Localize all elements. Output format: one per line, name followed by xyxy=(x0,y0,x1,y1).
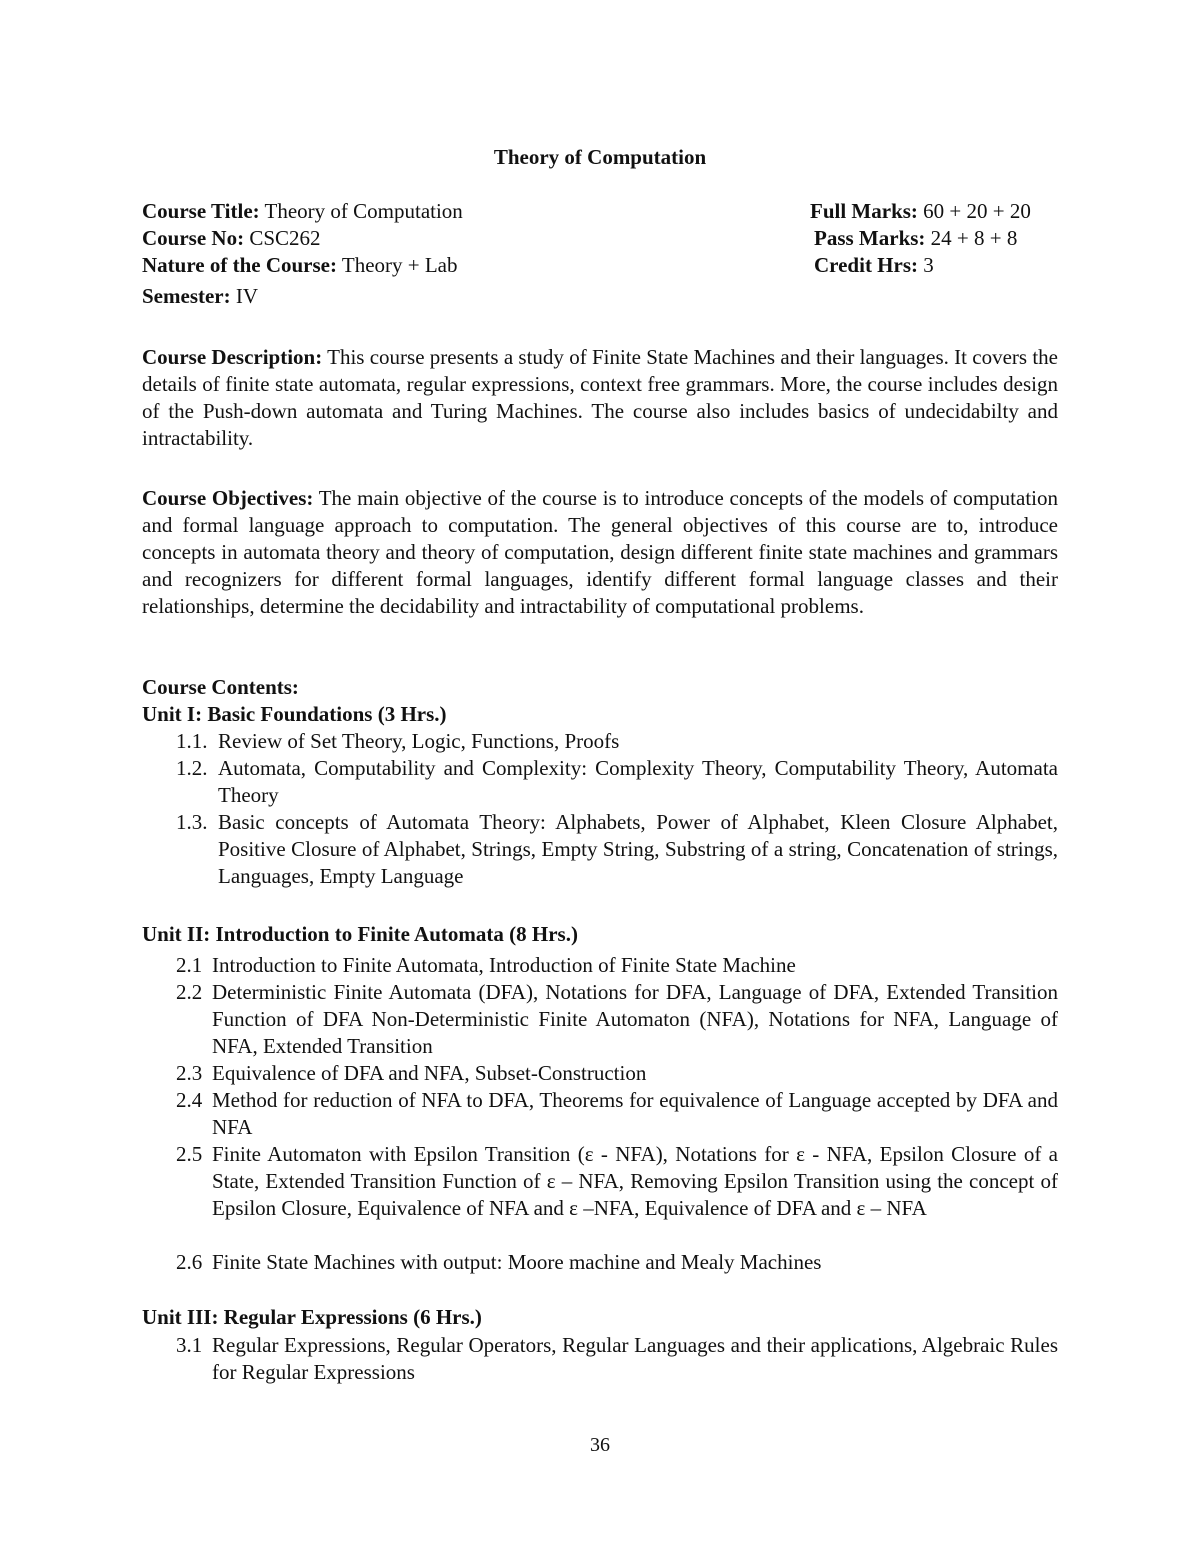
full-marks-line xyxy=(810,198,1031,225)
item-text: Regular Expressions, Regular Operators, Regular Languages and their applications, Algebraic Rules for Regular Expressions xyxy=(212,1333,1058,1384)
page-number: 36 xyxy=(590,1434,610,1456)
course-no-value: CSC262 xyxy=(244,226,321,250)
item-number: 2.4 xyxy=(176,1088,203,1112)
nature-value: Theory + Lab xyxy=(337,253,458,277)
item-text: Finite Automaton with Epsilon Transition (ε - NFA), Notations for ε - NFA, Epsilon Closure of a State, Extended Transition Function of ε – NFA, Removing Epsilon Transition using the concept of Epsilon Closure, Equivalence of NFA and ε –NFA, Equivalence of DFA and ε – NFA xyxy=(212,1142,1058,1220)
list-item xyxy=(176,1141,1058,1222)
item-number: 3.1 xyxy=(176,1333,203,1357)
item-number: 1.2. xyxy=(176,756,208,780)
course-contents-heading: Course Contents: xyxy=(142,675,299,699)
nature-line xyxy=(142,252,458,279)
item-number: 2.5 xyxy=(176,1142,203,1166)
item-text: Method for reduction of NFA to DFA, Theorems for equivalence of Language accepted by DFA and NFA xyxy=(212,1088,1058,1139)
list-item xyxy=(176,1249,1058,1276)
list-item xyxy=(176,1332,1058,1386)
semester-label: Semester: xyxy=(142,284,231,308)
unit-heading: Unit II: Introduction to Finite Automata (8 Hrs.) xyxy=(142,922,578,946)
document-title: Theory of Computation xyxy=(493,145,707,169)
unit-heading: Unit I: Basic Foundations (3 Hrs.) xyxy=(142,702,447,726)
item-text: Equivalence of DFA and NFA, Subset-Construction xyxy=(212,1061,647,1085)
item-number: 2.6 xyxy=(176,1250,203,1274)
list-item xyxy=(176,728,1058,755)
course-objectives-label: Course Objectives: xyxy=(142,486,314,510)
item-text: Basic concepts of Automata Theory: Alphabets, Power of Alphabet, Kleen Closure Alphabet, Positive Closure of Alphabet, Strings, Empty String, Substring of a string, Concatenation of strings, Languages, Empty Language xyxy=(218,810,1058,888)
course-title-line xyxy=(142,198,463,225)
full-marks-label: Full Marks: xyxy=(810,199,918,223)
full-marks-value: 60 + 20 + 20 xyxy=(917,199,1031,223)
item-text: Automata, Computability and Complexity: Complexity Theory, Computability Theory, Automata Theory xyxy=(218,756,1058,807)
list-item xyxy=(176,1060,1058,1087)
semester-line xyxy=(142,283,258,310)
course-description-label: Course Description: xyxy=(142,345,323,369)
credit-hours-label: Credit Hrs: xyxy=(814,253,919,277)
course-no-label: Course No: xyxy=(142,226,245,250)
course-objectives xyxy=(142,485,1058,620)
course-description-text: This course presents a study of Finite State Machines and their languages. It covers the details of finite state automata, regular expressions, context free grammars. More, the course includes design of the Push-down automata and Turing Machines. The course also includes basics of undecidabilty and intractability. xyxy=(142,345,1058,450)
course-title-value: Theory of Computation xyxy=(259,199,463,223)
list-item xyxy=(176,1087,1058,1141)
semester-value: IV xyxy=(230,284,259,308)
item-number: 1.1. xyxy=(176,729,208,753)
course-objectives-text: The main objective of the course is to introduce concepts of the models of computation and formal language approach to computation. The general objectives of this course are to, introduce concepts in automata theory and theory of computation, design different finite state machines and grammars and recognizers for different formal languages, identify different formal language classes and their relationships, determine the decidability and intractability of computational problems. xyxy=(142,486,1058,618)
item-number: 2.2 xyxy=(176,980,203,1004)
credit-hours-line xyxy=(814,252,934,279)
list-item xyxy=(176,755,1058,809)
item-text: Introduction to Finite Automata, Introduction of Finite State Machine xyxy=(212,953,796,977)
list-item xyxy=(176,979,1058,1060)
credit-hours-value: 3 xyxy=(918,253,934,277)
pass-marks-label: Pass Marks: xyxy=(814,226,926,250)
item-number: 2.1 xyxy=(176,953,203,977)
course-description xyxy=(142,344,1058,452)
item-text: Deterministic Finite Automata (DFA), Notations for DFA, Language of DFA, Extended Transition Function of DFA Non-Deterministic Finite Automaton (NFA), Notations for NFA, Language of NFA, Extended Transition xyxy=(212,980,1058,1058)
item-number: 1.3. xyxy=(176,810,208,834)
pass-marks-value: 24 + 8 + 8 xyxy=(925,226,1018,250)
item-text: Review of Set Theory, Logic, Functions, Proofs xyxy=(218,729,620,753)
unit-heading: Unit III: Regular Expressions (6 Hrs.) xyxy=(142,1305,482,1329)
list-item xyxy=(176,809,1058,890)
list-item xyxy=(176,952,1058,979)
pass-marks-line xyxy=(814,225,1017,252)
item-number: 2.3 xyxy=(176,1061,203,1085)
nature-label: Nature of the Course: xyxy=(142,253,337,277)
course-no-line xyxy=(142,225,321,252)
course-title-label: Course Title: xyxy=(142,199,260,223)
item-text: Finite State Machines with output: Moore machine and Mealy Machines xyxy=(212,1250,822,1274)
